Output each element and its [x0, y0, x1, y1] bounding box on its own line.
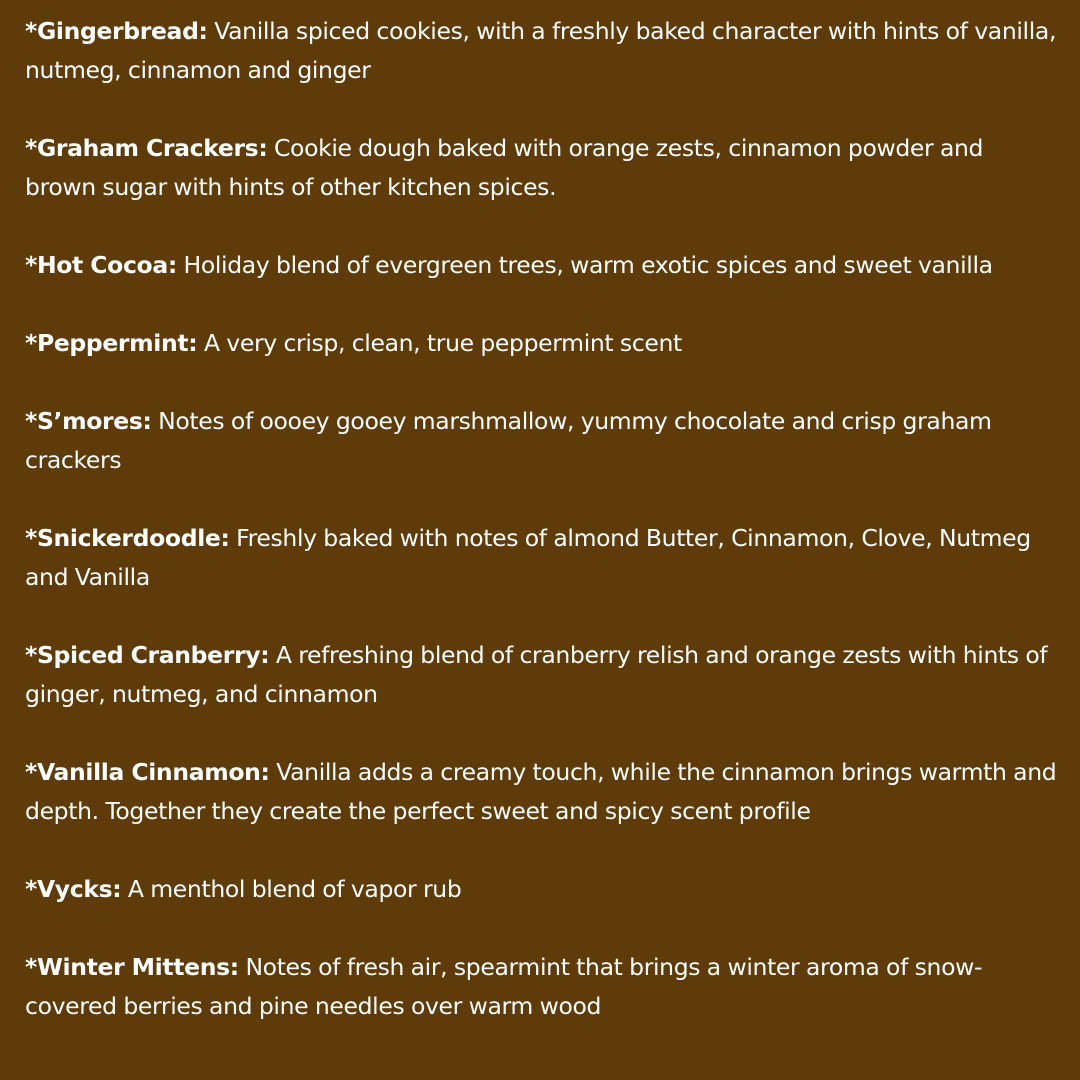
scent-entry-graham-crackers: [25, 129, 1058, 207]
scent-name: *Vycks:: [25, 875, 122, 903]
scent-entry-smores: [25, 402, 1058, 480]
scent-entry-peppermint: [25, 324, 1058, 363]
scent-entry-winter-mittens: [25, 948, 1058, 1026]
scent-description: Notes of fresh air, spearmint that brings a winter aroma of snow-covered berries and pine needles over warm wood: [25, 953, 983, 1020]
scent-name: *Gingerbread:: [25, 17, 208, 45]
scent-entry-vycks: [25, 870, 1058, 909]
scent-entry-spiced-cranberry: [25, 636, 1058, 714]
scent-entry-vanilla-cinnamon: [25, 753, 1058, 831]
scent-entry-gingerbread: [25, 12, 1058, 90]
scent-entry-snickerdoodle: [25, 519, 1058, 597]
scent-name: *Vanilla Cinnamon:: [25, 758, 270, 786]
scent-name: *Hot Cocoa:: [25, 251, 177, 279]
scent-name: *Winter Mittens:: [25, 953, 239, 981]
scent-name: *Snickerdoodle:: [25, 524, 230, 552]
scent-name: *Graham Crackers:: [25, 134, 268, 162]
scent-description: Cookie dough baked with orange zests, cinnamon powder and brown sugar with hints of other kitchen spices.: [25, 134, 984, 201]
scent-entry-hot-cocoa: [25, 246, 1058, 285]
scent-name: *Peppermint:: [25, 329, 198, 357]
scent-description: A menthol blend of vapor rub: [127, 875, 462, 903]
scent-description: Notes of oooey gooey marshmallow, yummy chocolate and crisp graham crackers: [25, 407, 992, 474]
scent-description: Vanilla spiced cookies, with a freshly baked character with hints of vanilla, nutmeg, cinnamon and ginger: [25, 17, 1057, 84]
scent-description: Holiday blend of evergreen trees, warm exotic spices and sweet vanilla: [183, 251, 993, 279]
scent-name: *S’mores:: [25, 407, 152, 435]
scent-description: Vanilla adds a creamy touch, while the cinnamon brings warmth and depth. Together they create the perfect sweet and spicy scent profile: [25, 758, 1057, 825]
scent-description: A refreshing blend of cranberry relish and orange zests with hints of ginger, nutmeg, and cinnamon: [25, 641, 1048, 708]
scent-name: *Spiced Cranberry:: [25, 641, 270, 669]
scent-description: A very crisp, clean, true peppermint scent: [203, 329, 682, 357]
scent-description: Freshly baked with notes of almond Butter, Cinnamon, Clove, Nutmeg and Vanilla: [25, 524, 1031, 591]
